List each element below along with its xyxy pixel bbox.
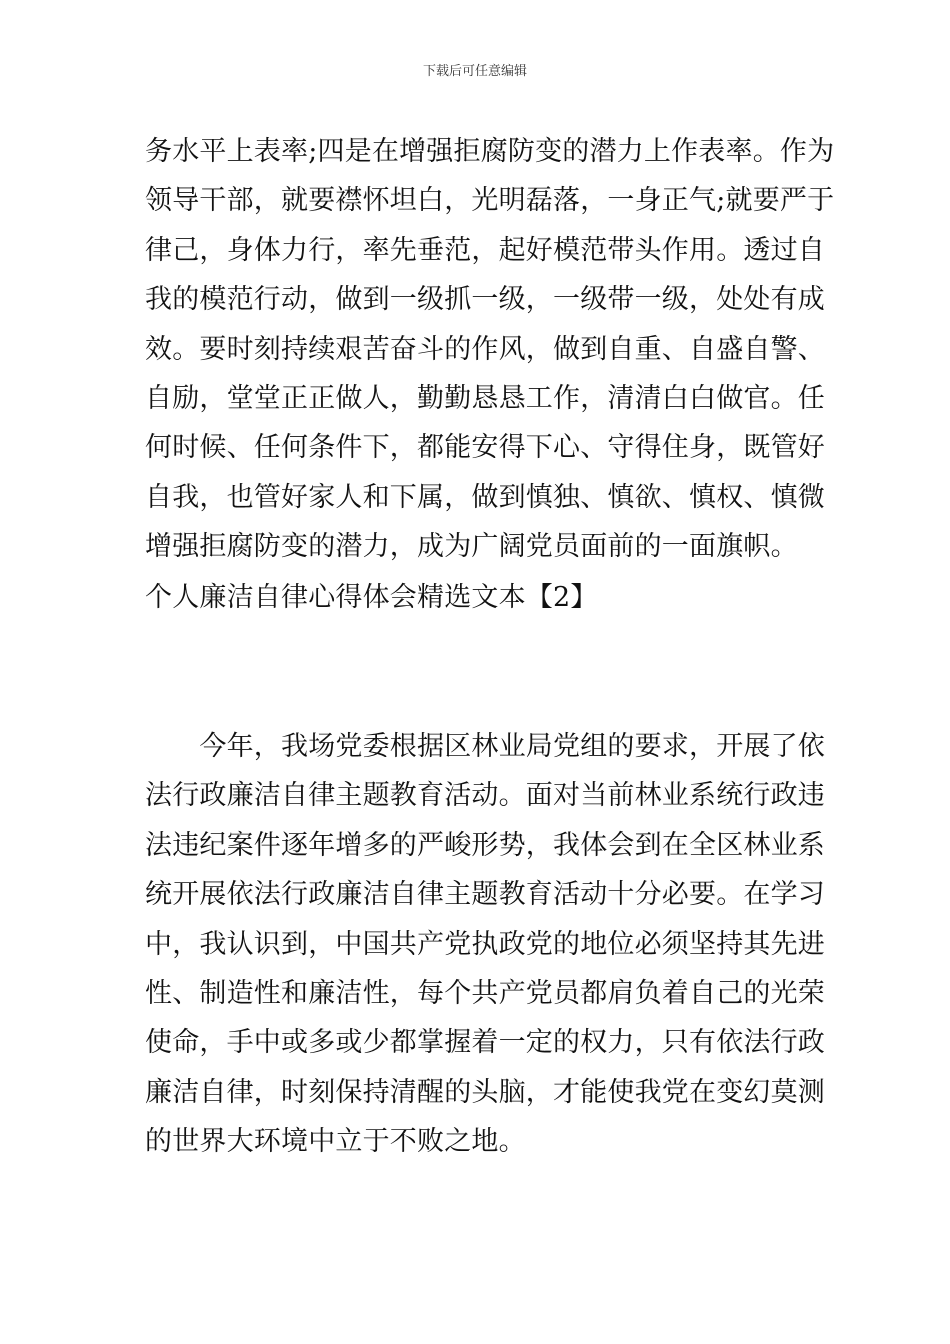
text-line: 廉洁自律，时刻保持清醒的头脑，才能使我党在变幻莫测 [145,1076,825,1108]
text-line: 增强拒腐防变的潜力，成为广阔党员面前的一面旗帜。 [145,531,798,563]
text-line: 法行政廉洁自律主题教育活动。面对当前林业系统行政违 [145,780,825,812]
body-paragraph-2 [145,722,825,1167]
text-line: 统开展依法行政廉洁自律主题教育活动十分必要。在学习 [145,879,825,911]
text-line: 今年，我场党委根据区林业局党组的要求，开展了依 [145,731,825,762]
text-line: 中，我认识到，中国共产党执政党的地位必须坚持其先进 [145,928,825,960]
text-line: 自我，也管好家人和下属，做到慎独、慎欲、慎权、慎微 [145,481,825,513]
text-line: 何时候、任何条件下，都能安得下心、守得住身，既管好 [145,432,825,464]
text-line: 律己，身体力行，率先垂范，起好模范带头作用。透过自 [145,234,825,266]
text-line: 自励，堂堂正正做人，勤勤恳恳工作，清清白白做官。任 [145,382,825,414]
text-line: 使命，手中或多或少都掌握着一定的权力，只有依法行政 [145,1027,825,1059]
text-line: 的世界大环境中立于不败之地。 [145,1126,526,1158]
body-paragraph-1 [145,127,835,572]
text-line: 性、制造性和廉洁性，每个共产党员都肩负着自己的光荣 [145,977,825,1009]
text-line: 我的模范行动，做到一级抓一级，一级带一级，处处有成 [145,284,825,316]
section-heading: 个人廉洁自律心得体会精选文本【2】 [145,582,598,613]
text-line: 领导干部，就要襟怀坦白，光明磊落，一身正气;就要严于 [145,185,835,217]
text-line: 法违纪案件逐年增多的严峻形势，我体会到在全区林业系 [145,829,825,861]
text-line: 务水平上表率;四是在增强拒腐防变的潜力上作表率。作为 [145,136,835,167]
page-header-note: 下载后可任意编辑 [422,64,527,79]
text-line: 效。要时刻持续艰苦奋斗的作风，做到自重、自盛自警、 [145,333,825,365]
